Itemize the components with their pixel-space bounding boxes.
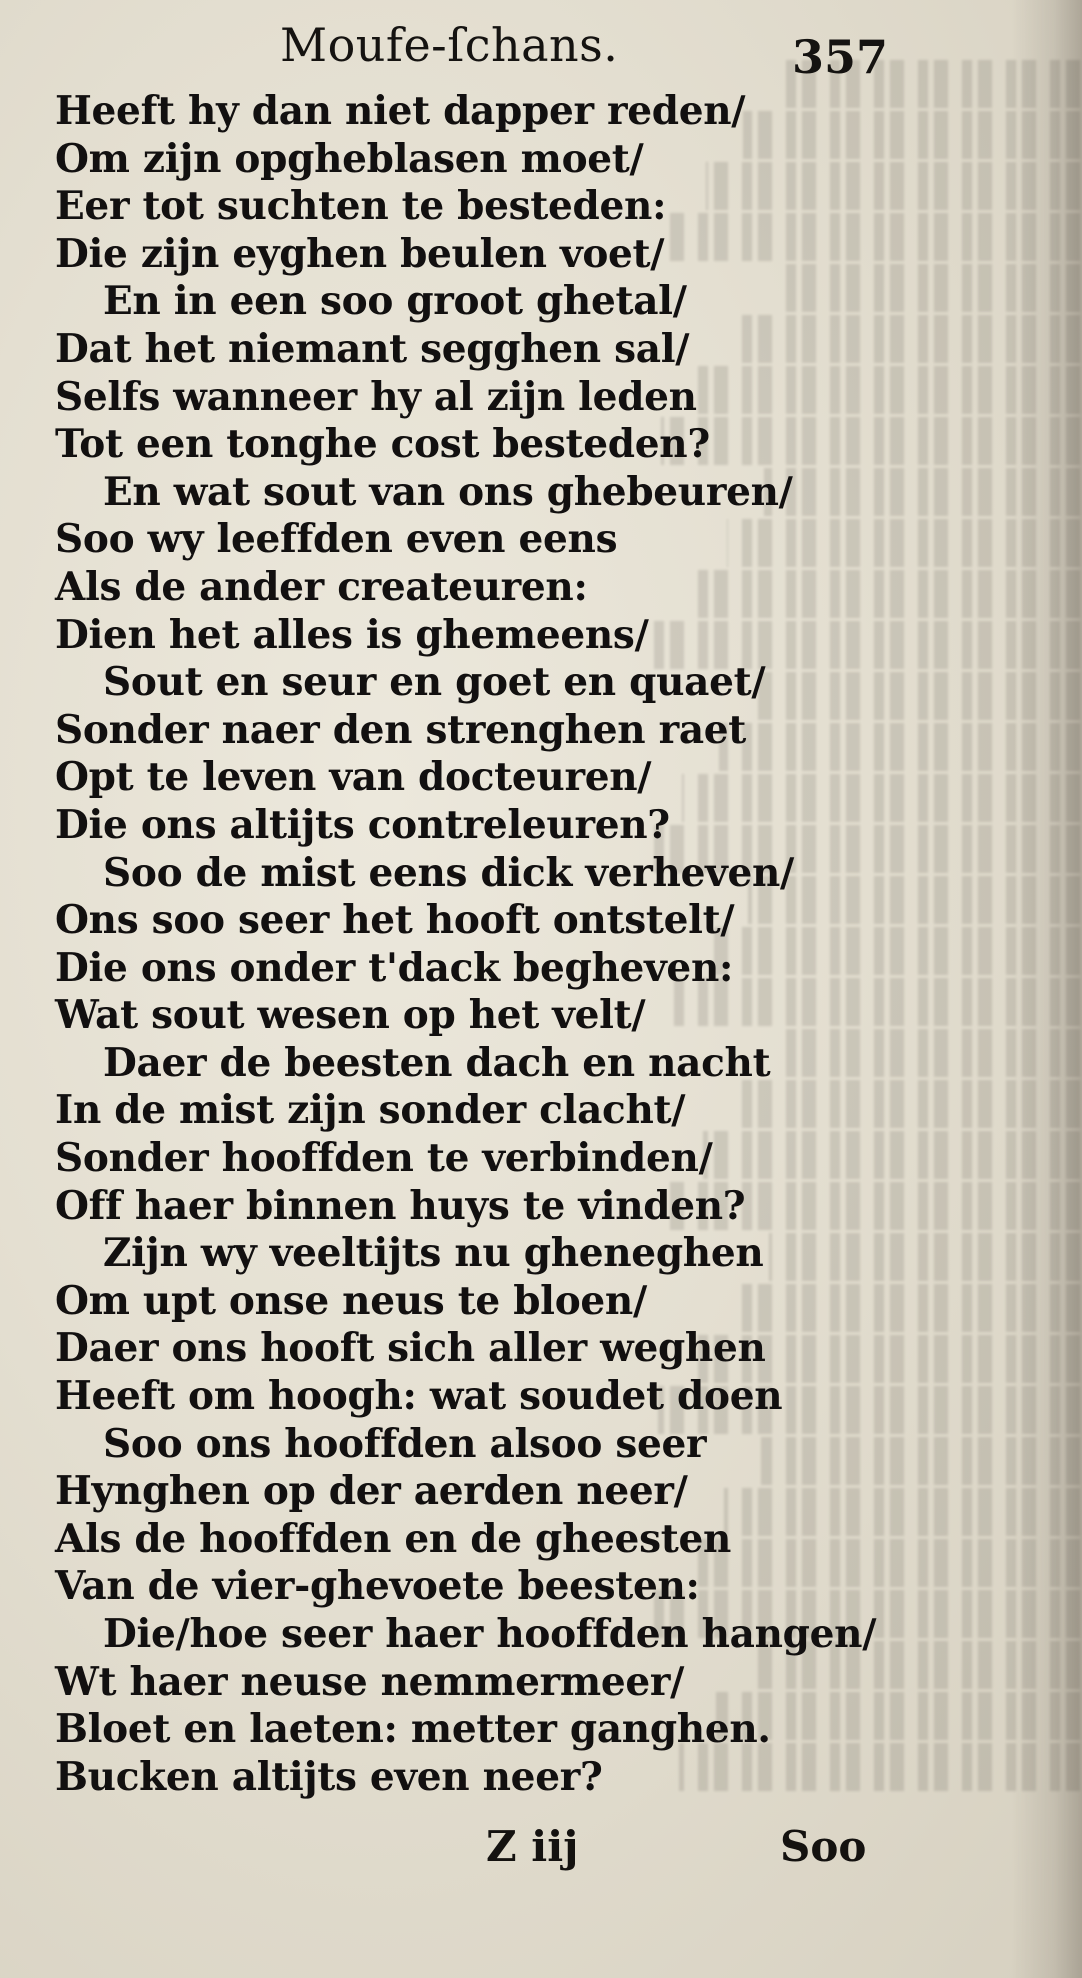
verse-line: Tot een tonghe cost besteden? <box>55 421 710 468</box>
verse-line: Eer tot suchten te besteden: <box>55 183 667 230</box>
verse-line: Opt te leven van docteuren/ <box>55 754 652 801</box>
verse-line: Van de vier-ghevoete beesten: <box>55 1563 700 1610</box>
verse-line: Heeft om hoogh: wat soudet doen <box>55 1373 783 1420</box>
verse-line: Ons soo seer het hooft ontstelt/ <box>55 897 735 944</box>
verse-line: Soo ons hooffden alsoo seer <box>103 1420 707 1467</box>
gutter-shadow <box>1012 0 1082 1978</box>
verse-line: En in een soo groot ghetal/ <box>103 278 687 325</box>
verse-line: Bucken altijts even neer? <box>55 1753 603 1800</box>
verse-line: Die/hoe seer haer hooffden hangen/ <box>103 1611 877 1657</box>
verse-line: Soo wy leeffden even eens <box>55 516 618 563</box>
verse-line: Hynghen op der aerden neer/ <box>55 1468 688 1515</box>
verse-line: Dien het alles is ghemeens/ <box>55 611 649 658</box>
verse-block <box>55 88 877 1801</box>
verse-line: In de mist zijn sonder clacht/ <box>55 1087 686 1134</box>
signature-mark: Z iij <box>486 1822 579 1871</box>
running-head: Moufe-ſchans. <box>280 18 619 72</box>
verse-line: Bloet en laeten: metter ganghen. <box>55 1706 771 1753</box>
verse-line: Wat sout wesen op het velt/ <box>55 992 646 1039</box>
verse-line: Soo de mist eens dick verheven/ <box>103 849 794 896</box>
verse-line: Als de ander createuren: <box>55 563 588 610</box>
verse-line: Die ons onder t'dack begheven: <box>55 944 734 991</box>
verse-line: Om zijn opgheblasen moet/ <box>55 135 644 182</box>
verse-line: En wat sout van ons ghebeuren/ <box>103 468 793 515</box>
verse-line: Wt haer neuse nemmermeer/ <box>55 1658 685 1705</box>
verse-line: Die zijn eyghen beulen voet/ <box>55 230 665 277</box>
verse-line: Daer de beesten dach en nacht <box>103 1039 771 1086</box>
verse-line: Om upt onse neus te bloen/ <box>55 1277 647 1324</box>
verse-line: Sonder hooffden te verbinden/ <box>55 1135 713 1182</box>
verse-line: Daer ons hooft sich aller weghen <box>55 1325 766 1372</box>
verse-line: Selfs wanneer hy al zijn leden <box>55 373 697 420</box>
verse-line: Als de hooffden en de gheesten <box>55 1515 732 1562</box>
verse-line: Off haer binnen huys te vinden? <box>55 1182 746 1229</box>
verse-line: Sonder naer den strenghen raet <box>55 706 747 753</box>
verse-line: Dat het niemant segghen sal/ <box>55 325 690 372</box>
verse-line: Sout en seur en goet en quaet/ <box>103 659 766 706</box>
verse-line: Heeft hy dan niet dapper reden/ <box>55 88 746 134</box>
page-number: 357 <box>792 30 889 84</box>
verse-line: Die ons altijts contreleuren? <box>55 801 670 848</box>
catchword: Soo <box>780 1822 867 1871</box>
verse-line: Zijn wy veeltijts nu gheneghen <box>103 1230 764 1277</box>
